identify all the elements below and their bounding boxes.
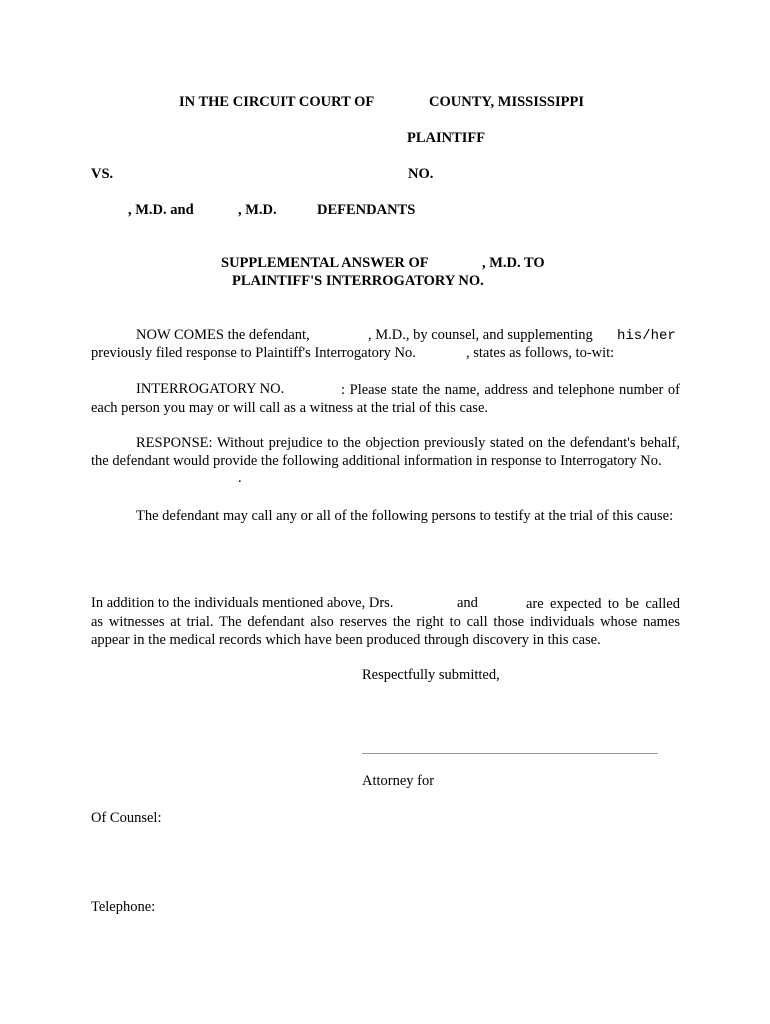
versus-label: VS. — [91, 166, 114, 182]
intro-text-part1: NOW COMES the defendant, — [136, 327, 310, 343]
additional-text-part1: In addition to the individuals mentioned above, Drs. — [91, 595, 394, 611]
intro-text-part4: , states as follows, to-wit: — [466, 345, 615, 361]
closing-text: Respectfully submitted, — [362, 667, 500, 683]
intro-text-part2: , M.D., by counsel, and supplementing — [368, 327, 593, 343]
of-counsel-label: Of Counsel: — [91, 810, 162, 826]
response-end: . — [238, 470, 242, 486]
document-title-line2: PLAINTIFF'S INTERROGATORY NO. — [232, 273, 484, 289]
court-name: IN THE CIRCUIT COURT OF — [179, 94, 375, 110]
attorney-for-label: Attorney for — [362, 773, 435, 789]
defendants-label: DEFENDANTS — [317, 202, 416, 218]
signature-line — [362, 753, 658, 754]
document-title-line1-suffix: , M.D. TO — [482, 255, 545, 271]
court-county-state: COUNTY, MISSISSIPPI — [429, 94, 584, 110]
interrogatory-text: : Please state the name, address and telephone number of each person you may or will call as a witness at the trial of this case. — [91, 382, 680, 416]
defendant-two: , M.D. — [238, 202, 277, 218]
additional-and: and — [457, 595, 478, 611]
additional-text-part2: are expected to be called as witnesses at trial. The defendant also reserves the right to call those individuals whose names appear in the medical records which have been produced through discovery in this case. — [91, 596, 680, 648]
telephone-label: Telephone: — [91, 899, 156, 915]
plaintiff-label: PLAINTIFF — [407, 130, 486, 146]
pronoun-field: his/her — [617, 328, 676, 344]
defendant-one: , M.D. and — [128, 202, 194, 218]
document-title-line1-prefix: SUPPLEMENTAL ANSWER OF — [221, 255, 429, 271]
case-number-label: NO. — [408, 166, 434, 182]
interrogatory-label: INTERROGATORY NO. — [136, 381, 285, 397]
response-paragraph: RESPONSE: Without prejudice to the objection previously stated on the defendant's behalf, the defendant would provide the following additional information in response to Interrogatory No. — [91, 435, 680, 469]
persons-paragraph: The defendant may call any or all of the following persons to testify at the trial of this cause: — [136, 508, 674, 524]
intro-text-part3: previously filed response to Plaintiff's Interrogatory No. — [91, 345, 416, 361]
